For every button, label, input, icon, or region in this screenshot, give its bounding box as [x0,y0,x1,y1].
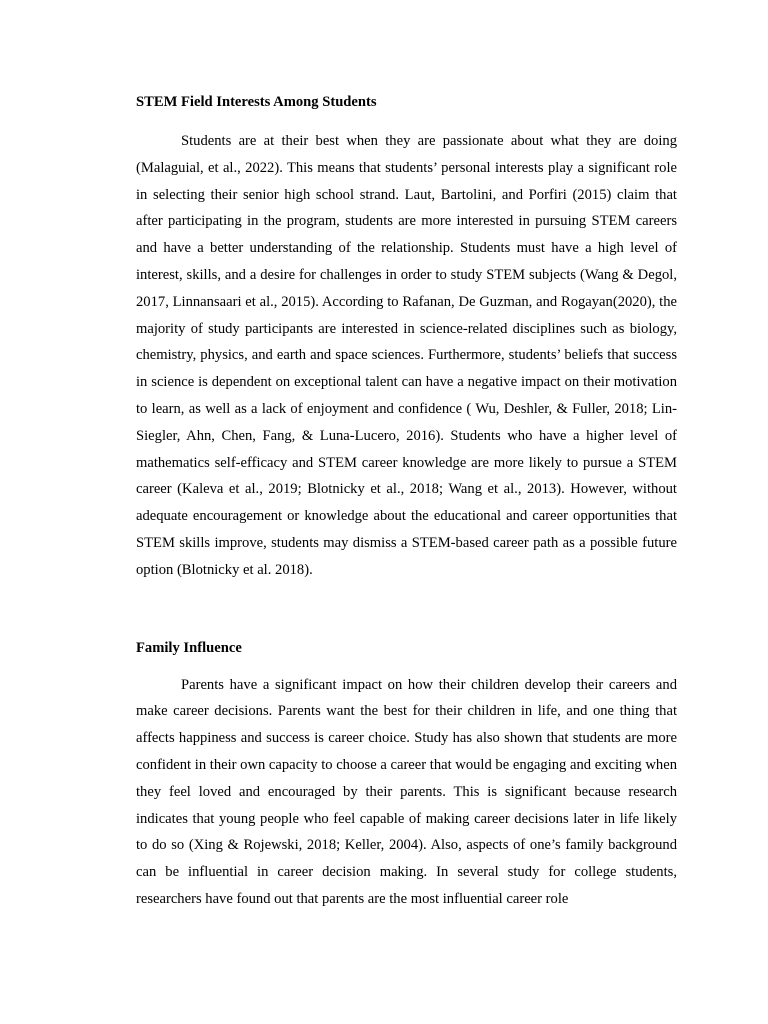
section-stem-interests [136,92,677,584]
section-heading: Family Influence [136,639,242,656]
body-paragraph: Students are at their best when they are passionate about what they are doing (Malaguial, et al., 2022). This means that students’ personal interests play a significant role in selecting their senior high school strand. Laut, Bartolini, and Porfiri (2015) claim that after participating in the program, students are more interested in pursuing STEM careers and have a better understanding of the relationship. Students must have a high level of interest, skills, and a desire for challenges in order to study STEM subjects (Wang & Degol, 2017, Linnansaari et al., 2015). According to Rafanan, De Guzman, and Rogayan(2020), the majority of study participants are interested in science-related disciplines such as biology, chemistry, physics, and earth and space sciences. Furthermore, students’ beliefs that success in science is dependent on exceptional talent can have a negative impact on their motivation to learn, as well as a lack of enjoyment and confidence ( Wu, Deshler, & Fuller, 2018; Lin-Siegler, Ahn, Chen, Fang, & Luna-Lucero, 2016). Students who have a higher level of mathematics self-efficacy and STEM career knowledge are more likely to pursue a STEM career (Kaleva et al., 2019; Blotnicky et al., 2018; Wang et al., 2013). However, without adequate encouragement or knowledge about the educational and career opportunities that STEM skills improve, students may dismiss a STEM-based career path as a possible future option (Blotnicky et al. 2018). [136,133,677,578]
body-paragraph: Parents have a significant impact on how their children develop their careers and make career decisions. Parents want the best for their children in life, and one thing that affects happiness and success is career choice. Study has also shown that students are more confident in their own capacity to choose a career that would be engaging and exciting when they feel loved and encouraged by their parents. This is significant because research indicates that young people who feel capable of making career decisions later in life likely to do so (Xing & Rojewski, 2018; Keller, 2004). Also, aspects of one’s family background can be influential in career decision making. In several study for college students, researchers have found out that parents are the most influential career role [136,676,677,907]
section-heading: STEM Field Interests Among Students [136,94,377,110]
document-body [136,92,677,913]
section-family-influence [136,638,677,913]
